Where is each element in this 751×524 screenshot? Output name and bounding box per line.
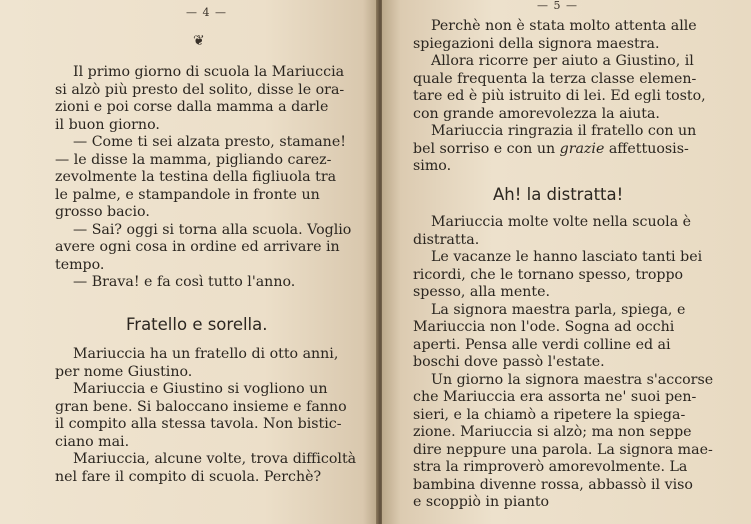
paragraph	[413, 371, 714, 512]
text-line: Allora ricorre per aiuto a Giustino, il	[431, 53, 694, 69]
right-text-block-2	[413, 214, 714, 512]
text-line: Il primo giorno di scuola la Mariuccia	[73, 64, 345, 80]
text-line: Un giorno la signora maestra s'accorse	[431, 371, 714, 388]
text-line: zione. Mariuccia si alzò; ma non seppe	[413, 424, 692, 440]
text-line: — Brava! e fa così tutto l'anno.	[73, 274, 296, 290]
text-line: con grande amorevolezza la aiuta.	[413, 105, 660, 122]
text-line: e scoppiò in pianto	[413, 494, 550, 510]
left-text-block-2	[55, 346, 357, 486]
text-line: sieri, e la chiamò a ripetere la spiega-	[413, 406, 686, 423]
paragraph	[413, 302, 709, 372]
paragraph	[413, 249, 709, 302]
text-line: distratta.	[413, 231, 480, 248]
text-line: Perchè non è stata molto attenta alle	[431, 18, 697, 34]
text-line: ricordi, che le tornano spesso, troppo	[413, 266, 684, 283]
text-line: nel fare il compito di scuola. Perchè?	[55, 468, 322, 485]
page-number-right: — 5 —	[537, 0, 578, 12]
text-line: spiegazioni della signora maestra.	[413, 35, 660, 52]
right-text-block-1	[413, 18, 709, 176]
text-line: zioni e poi corse dalla mamma a darle	[55, 99, 329, 115]
text-line: — le disse la mamma, pigliando carez-	[55, 151, 332, 168]
text-line: stra la rimproverò amorevolmente. La	[413, 459, 688, 475]
text-line: — Sai? oggi si torna alla scuola. Voglio	[73, 221, 352, 238]
text-line: zevolmente la testina della figliuola tra	[55, 169, 337, 185]
text-line: Mariuccia ringrazia il fratello con un	[431, 123, 697, 139]
paragraph	[55, 221, 352, 275]
text-line: ciano mai.	[55, 433, 130, 450]
paragraph	[413, 18, 709, 53]
text-line: Mariuccia molte volte nella scuola è	[431, 214, 692, 230]
text-line: tare ed è più istruito di lei. Ed egli tosto,	[413, 88, 706, 104]
text-line: le palme, e stampandole in fronte un	[55, 186, 320, 203]
paragraph	[55, 274, 348, 292]
paragraph	[55, 134, 348, 222]
paragraph	[413, 123, 709, 176]
text-line: Mariuccia, alcune volte, trova difficoltà	[73, 451, 357, 467]
paragraph	[413, 214, 709, 249]
text-line: per nome Giustino.	[55, 363, 193, 380]
text-line: si alzò più presto del solito, disse le ora-	[55, 81, 345, 98]
text-line: spesso, alla mente.	[413, 284, 550, 300]
text-line: bambina divenne rossa, abbassò il viso	[413, 476, 693, 493]
text-line: che Mariuccia era assorta ne' suoi pen-	[413, 389, 697, 405]
text-line: quale frequenta la terza classe elemen-	[413, 70, 697, 87]
text-line: La signora maestra parla, spiega, e	[431, 301, 686, 318]
paragraph	[55, 381, 348, 451]
left-text-block-1	[55, 64, 352, 292]
text-line: avere ogni cosa in ordine ed arrivare in	[55, 239, 340, 255]
text-line: Mariuccia ha un fratello di otto anni,	[73, 346, 339, 362]
paragraph	[55, 346, 348, 381]
heading-ah-la-distratta: Ah! la distratta!	[493, 185, 624, 204]
ornament-icon: ❦	[193, 33, 205, 49]
text-line: aperti. Pensa alle verdi colline ed ai	[413, 336, 671, 353]
text-line: grosso bacio.	[55, 204, 150, 220]
text-line: Mariuccia e Giustino si vogliono un	[73, 381, 328, 397]
paragraph	[413, 53, 709, 123]
text-line: tempo.	[55, 256, 105, 273]
text-line: — Come ti sei alzata presto, stamane!	[73, 134, 346, 150]
text-line: il buon giorno.	[55, 116, 160, 133]
right-page	[382, 0, 751, 524]
paragraph	[55, 451, 357, 486]
text-line: simo.	[413, 158, 452, 174]
text-line: il compito alla stessa tavola. Non bistic-	[55, 416, 342, 432]
text-line: Mariuccia non l'ode. Sogna ad occhi	[413, 319, 675, 335]
text-line: gran bene. Si baloccano insieme e fanno	[55, 398, 347, 415]
text-line: dire neppure una parola. La signora mae-	[413, 441, 713, 458]
text-line: boschi dove passò l'estate.	[413, 354, 605, 370]
page-number-left: — 4 —	[186, 6, 227, 19]
heading-fratello-e-sorella: Fratello e sorella.	[126, 315, 268, 334]
text-line: bel sorriso e con un grazie affettuosis-	[413, 140, 689, 157]
text-line: Le vacanze le hanno lasciato tanti bei	[431, 249, 703, 265]
paragraph	[55, 64, 348, 134]
